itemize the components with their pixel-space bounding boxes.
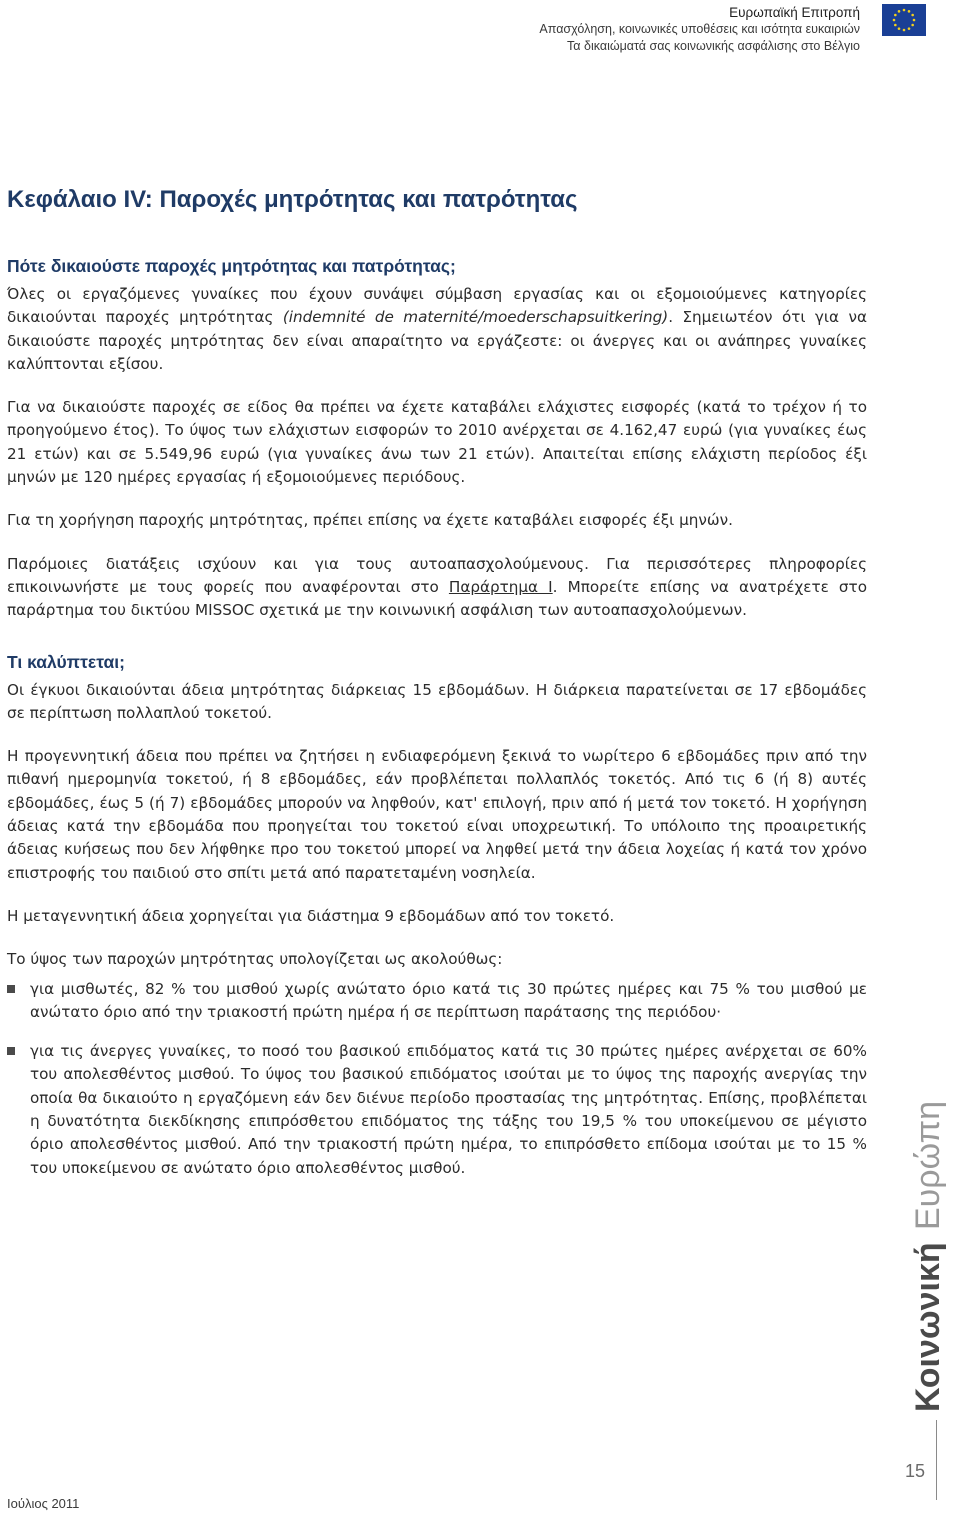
flag-star-icon xyxy=(898,27,901,30)
paragraph: Η μεταγεννητική άδεια χορηγείται για διάστημα 9 εβδομάδων από τον τοκετό. xyxy=(7,906,615,925)
paragraph xyxy=(7,553,867,623)
paragraph: Οι έγκυοι δικαιούνται άδεια μητρότητας διάρκειας 15 εβδομάδων. Η διάρκεια παρατείνεται σε 17 εβδομάδες σε περίπτωση πολλαπλού τοκετού. xyxy=(7,680,867,722)
header-line-1: Απασχόληση, κοινωνικές υποθέσεις και ισότητα ευκαιριών xyxy=(539,22,860,36)
list-item xyxy=(7,978,867,1025)
flag-star-icon xyxy=(908,27,911,30)
text-run: . Σημειωτέον ότι για να δικαιούστε παροχές μητρότητας δεν είναι απαραίτητο να εργάζεστε: οι άνεργες και οι ανάπηρες γυναίκες καλύπτονται εξίσου. xyxy=(7,308,867,373)
text-run: Όλες οι εργαζόμενες γυναίκες που έχουν συνάψει σύμβαση εργασίας και οι εξομοιούμενες κατηγορίες δικαιούνται παροχές μητρότητας xyxy=(7,285,867,327)
flag-star-icon xyxy=(893,19,896,22)
social-europe-logo xyxy=(905,1080,949,1420)
square-bullet-icon xyxy=(7,985,15,993)
header-org: Ευρωπαϊκή Επιτροπή xyxy=(729,5,860,20)
list-item xyxy=(7,1040,867,1180)
main-content xyxy=(7,185,867,1196)
chapter-title: Κεφάλαιο IV: Παροχές μητρότητας και πατρότητας xyxy=(7,186,578,213)
page-header xyxy=(539,4,860,55)
page-number-rule xyxy=(936,1420,937,1500)
text-run: Παρόμοιες διατάξεις ισχύουν και για τους αυτοαπασχολούμενους. Για περισσότερες πληροφορίες επικοινωνήστε με τους φορείς που αναφέρονται στο xyxy=(7,554,867,596)
flag-star-icon xyxy=(908,10,911,13)
paragraph: Το ύψος των παροχών μητρότητας υπολογίζεται ως ακολούθως: xyxy=(7,950,503,969)
paragraph xyxy=(7,283,867,376)
paragraph: Για να δικαιούστε παροχές σε είδος θα πρέπει να έχετε καταβάλει ελάχιστες εισφορές (κατά το τρέχον ή το προηγούμενο έτος). Το ύψος των ελάχιστων εισφορών το 2010 ανέρχεται σε 4.162,47 ευρώ (για γυναίκες έως 21 ετών) και σε 5.549,96 ευρώ (για γυναίκες άνω των 21 ετών). Απαιτείται επίσης ελάχιστη περίοδος έξι μηνών με 120 ημέρες εργασίας ή εξομοιούμενες περιόδους. xyxy=(7,398,867,487)
square-bullet-icon xyxy=(7,1047,15,1055)
flag-star-icon xyxy=(898,10,901,13)
page-number: 15 xyxy=(905,1461,926,1481)
italic-term: (indemnité de maternité/moederschapsuitkering) xyxy=(282,308,669,327)
paragraph: Για τη χορήγηση παροχής μητρότητας, πρέπει επίσης να έχετε καταβάλει εισφορές έξι μηνών. xyxy=(7,511,733,530)
flag-star-icon xyxy=(903,29,906,32)
paragraph: Η προγεννητική άδεια που πρέπει να ζητήσει η ενδιαφερόμενη ξεκινά το νωρίτερο 6 εβδομάδες πριν από την πιθανή ημερομηνία τοκετού, ή 8 εβδομάδες, εάν προβλέπεται πολλαπλός τοκετός. Από τις 6 (ή 8) αυτές εβδομάδες, έως 5 (ή 7) εβδομάδες μπορούν να ληφθούν, κατ' επιλογή, πριν από ή μετά τον τοκετό. Η χορήγηση άδειας κατά την εβδομάδα που προηγείται του τοκετού είναι υποχρεωτική. Το υπόλοιπο της προαιρετικής άδειας κυήσεως που δεν λήφθηκε προ του τοκετού μπορεί να ληφθεί μετά την άδεια λοχείας ή κατά τον χρόνο επιστροφής του παιδιού στο σπίτι μετά από παρατεταμένη νοσηλεία. xyxy=(7,747,867,882)
flag-star-icon xyxy=(911,24,914,27)
section-heading-coverage: Τι καλύπτεται; xyxy=(7,651,125,672)
flag-star-icon xyxy=(903,9,906,12)
flag-star-icon xyxy=(911,14,914,17)
logo-word-light: Ευρώπη xyxy=(909,1100,947,1230)
eu-flag-icon xyxy=(882,4,926,36)
annex-link[interactable]: Παράρτημα I xyxy=(448,577,553,596)
section-heading-eligibility: Πότε δικαιούστε παροχές μητρότητας και πατρότητας; xyxy=(7,256,456,276)
list-item-text: για τις άνεργες γυναίκες, το ποσό του βασικού επιδόματος κατά τις 30 πρώτες ημέρες ανέρχεται σε 60% του απολεσθέντος μισθού. Το ύψος του βασικού επιδόματος ισούται με το ύψος της παροχής ανεργίας την οποία θα δικαιούτο η εργαζόμενη εάν δεν διένυε περίοδο προστασίας της μητρότητας. Επίσης, προβλέπεται η δυνατότητα διεκδίκησης επιπρόσθετου επιδόματος της τάξης του 19,5 % του υποκείμενου σε μέγιστο όριο απολεσθέντος μισθού. Από την τριακοστή πρώτη ημέρα, το επιπρόσθετο επίδομα ισούται με το 15 % του υποκείμενου σε ανώτατο όριο απολεσθέντος μισθού. xyxy=(30,1042,867,1177)
flag-star-icon xyxy=(894,24,897,27)
footer-date: Ιούλιος 2011 xyxy=(7,1496,80,1511)
flag-star-icon xyxy=(894,14,897,17)
list-item-text: για μισθωτές, 82 % του μισθού χωρίς ανώτατο όριο κατά τις 30 πρώτες ημέρες και 75 % του μισθού με ανώτατο όριο από την τριακοστή πρώτη ημέρα ή σε περίπτωση παράτασης της περιόδου· xyxy=(30,979,867,1021)
logo-word-bold: Κοινωνική xyxy=(909,1242,947,1412)
header-line-2: Τα δικαιώματά σας κοινωνικής ασφάλισης στο Βέλγιο xyxy=(567,39,860,53)
text-run: . Μπορείτε επίσης να ανατρέχετε στο παράρτημα του δικτύου MISSOC σχετικά με την κοινωνική ασφάλιση των αυτοαπασχολούμενων. xyxy=(7,577,867,620)
flag-star-icon xyxy=(913,19,916,22)
bullet-list xyxy=(7,978,867,1180)
